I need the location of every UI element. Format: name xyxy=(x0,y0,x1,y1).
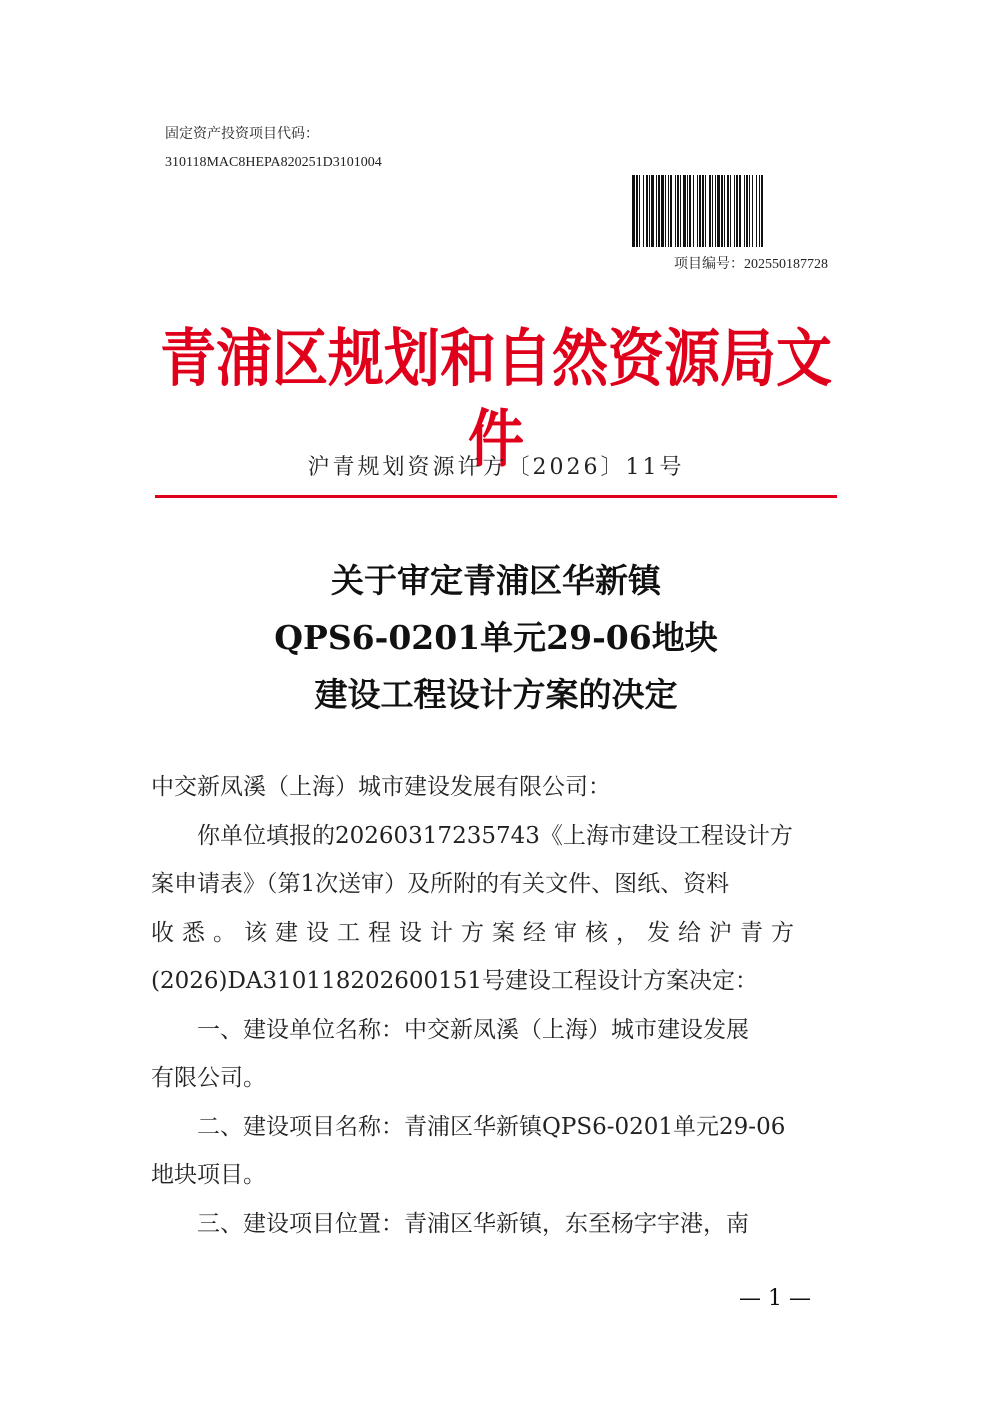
barcode-bar xyxy=(697,175,698,247)
barcode-bar xyxy=(759,175,760,247)
barcode-bar xyxy=(670,175,672,247)
barcode-bar xyxy=(658,175,660,247)
barcode-bar xyxy=(668,175,669,247)
barcode-bar xyxy=(646,175,648,247)
barcode-bar xyxy=(636,175,638,247)
document-body xyxy=(151,763,841,1248)
barcode-bar xyxy=(705,175,706,247)
investment-code-block xyxy=(165,121,382,177)
document-header: 青浦区规划和自然资源局文件 xyxy=(160,322,832,477)
barcode-bar xyxy=(639,175,640,247)
item-1-line: 一、建设单位名称：中交新凤溪（上海）城市建设发展 xyxy=(197,1016,749,1043)
item-3-line: 三、建设项目位置：青浦区华新镇，东至杨字宇港，南 xyxy=(197,1210,749,1237)
barcode-bar xyxy=(709,175,711,247)
barcode-bar xyxy=(661,175,664,247)
addressee: 中交新凤溪（上海）城市建设发展有限公司： xyxy=(151,774,611,800)
barcode-bar xyxy=(727,175,729,247)
barcode-bar xyxy=(693,175,694,247)
paragraph-line: 收悉。该建设工程设计方案经审核，发给沪青方 xyxy=(151,919,802,946)
barcode-bar xyxy=(736,175,738,247)
barcode-bar xyxy=(746,175,748,247)
barcode-bar xyxy=(730,175,731,247)
barcode-bar xyxy=(756,175,757,247)
barcode-bar xyxy=(761,175,763,247)
project-barcode xyxy=(632,175,828,247)
barcode-bar xyxy=(702,175,704,247)
item-2-line: 二、建设项目名称：青浦区华新镇QPS6-0201单元29-06 xyxy=(197,1113,786,1140)
project-number: 项目编号：202550187728 xyxy=(674,257,828,272)
barcode-bar xyxy=(699,175,701,247)
barcode-bar xyxy=(677,175,679,247)
barcode-bar xyxy=(632,175,635,247)
investment-code-value: 310118MAC8HEPA820251D3101004 xyxy=(165,155,382,170)
barcode-bar xyxy=(649,175,650,247)
barcode-bar xyxy=(683,175,686,247)
paragraph-line: 你单位填报的20260317235743《上海市建设工程设计方 xyxy=(197,822,793,849)
document-number: 沪青规划资源许方〔2026〕11号 xyxy=(307,455,685,480)
barcode-bar xyxy=(712,175,713,247)
barcode-bar xyxy=(651,175,654,247)
title-line-2: QPS6-0201单元29-06地块 xyxy=(274,618,718,657)
barcode-bar xyxy=(717,175,720,247)
title-line-1: 关于审定青浦区华新镇 xyxy=(331,561,661,600)
page-number: — 1 — xyxy=(739,1286,811,1311)
paragraph-line: 案申请表》（第1次送审）及所附的有关文件、图纸、资料 xyxy=(151,871,730,897)
barcode-bar xyxy=(656,175,657,247)
barcode-bar xyxy=(739,175,741,247)
barcode-bar xyxy=(665,175,666,247)
barcode-bar xyxy=(715,175,716,247)
document-title xyxy=(150,552,842,723)
investment-code-label: 固定资产投资项目代码： xyxy=(165,127,319,142)
barcode-bar xyxy=(734,175,735,247)
barcode-bar xyxy=(675,175,676,247)
barcode-bar xyxy=(749,175,750,247)
barcode-bar xyxy=(689,175,691,247)
item-2-line: 地块项目。 xyxy=(151,1162,266,1188)
barcode-bar xyxy=(721,175,723,247)
paragraph-line: (2026)DA310118202600151号建设工程设计方案决定： xyxy=(151,968,759,994)
header-divider xyxy=(155,495,837,498)
barcode-bar xyxy=(752,175,753,247)
barcode-bar xyxy=(680,175,681,247)
title-line-3: 建设工程设计方案的决定 xyxy=(314,675,678,714)
barcode-bar xyxy=(643,175,644,247)
barcode-bar xyxy=(744,175,745,247)
barcode-bar xyxy=(687,175,688,247)
barcode-bar xyxy=(724,175,725,247)
item-1-line: 有限公司。 xyxy=(151,1065,266,1091)
